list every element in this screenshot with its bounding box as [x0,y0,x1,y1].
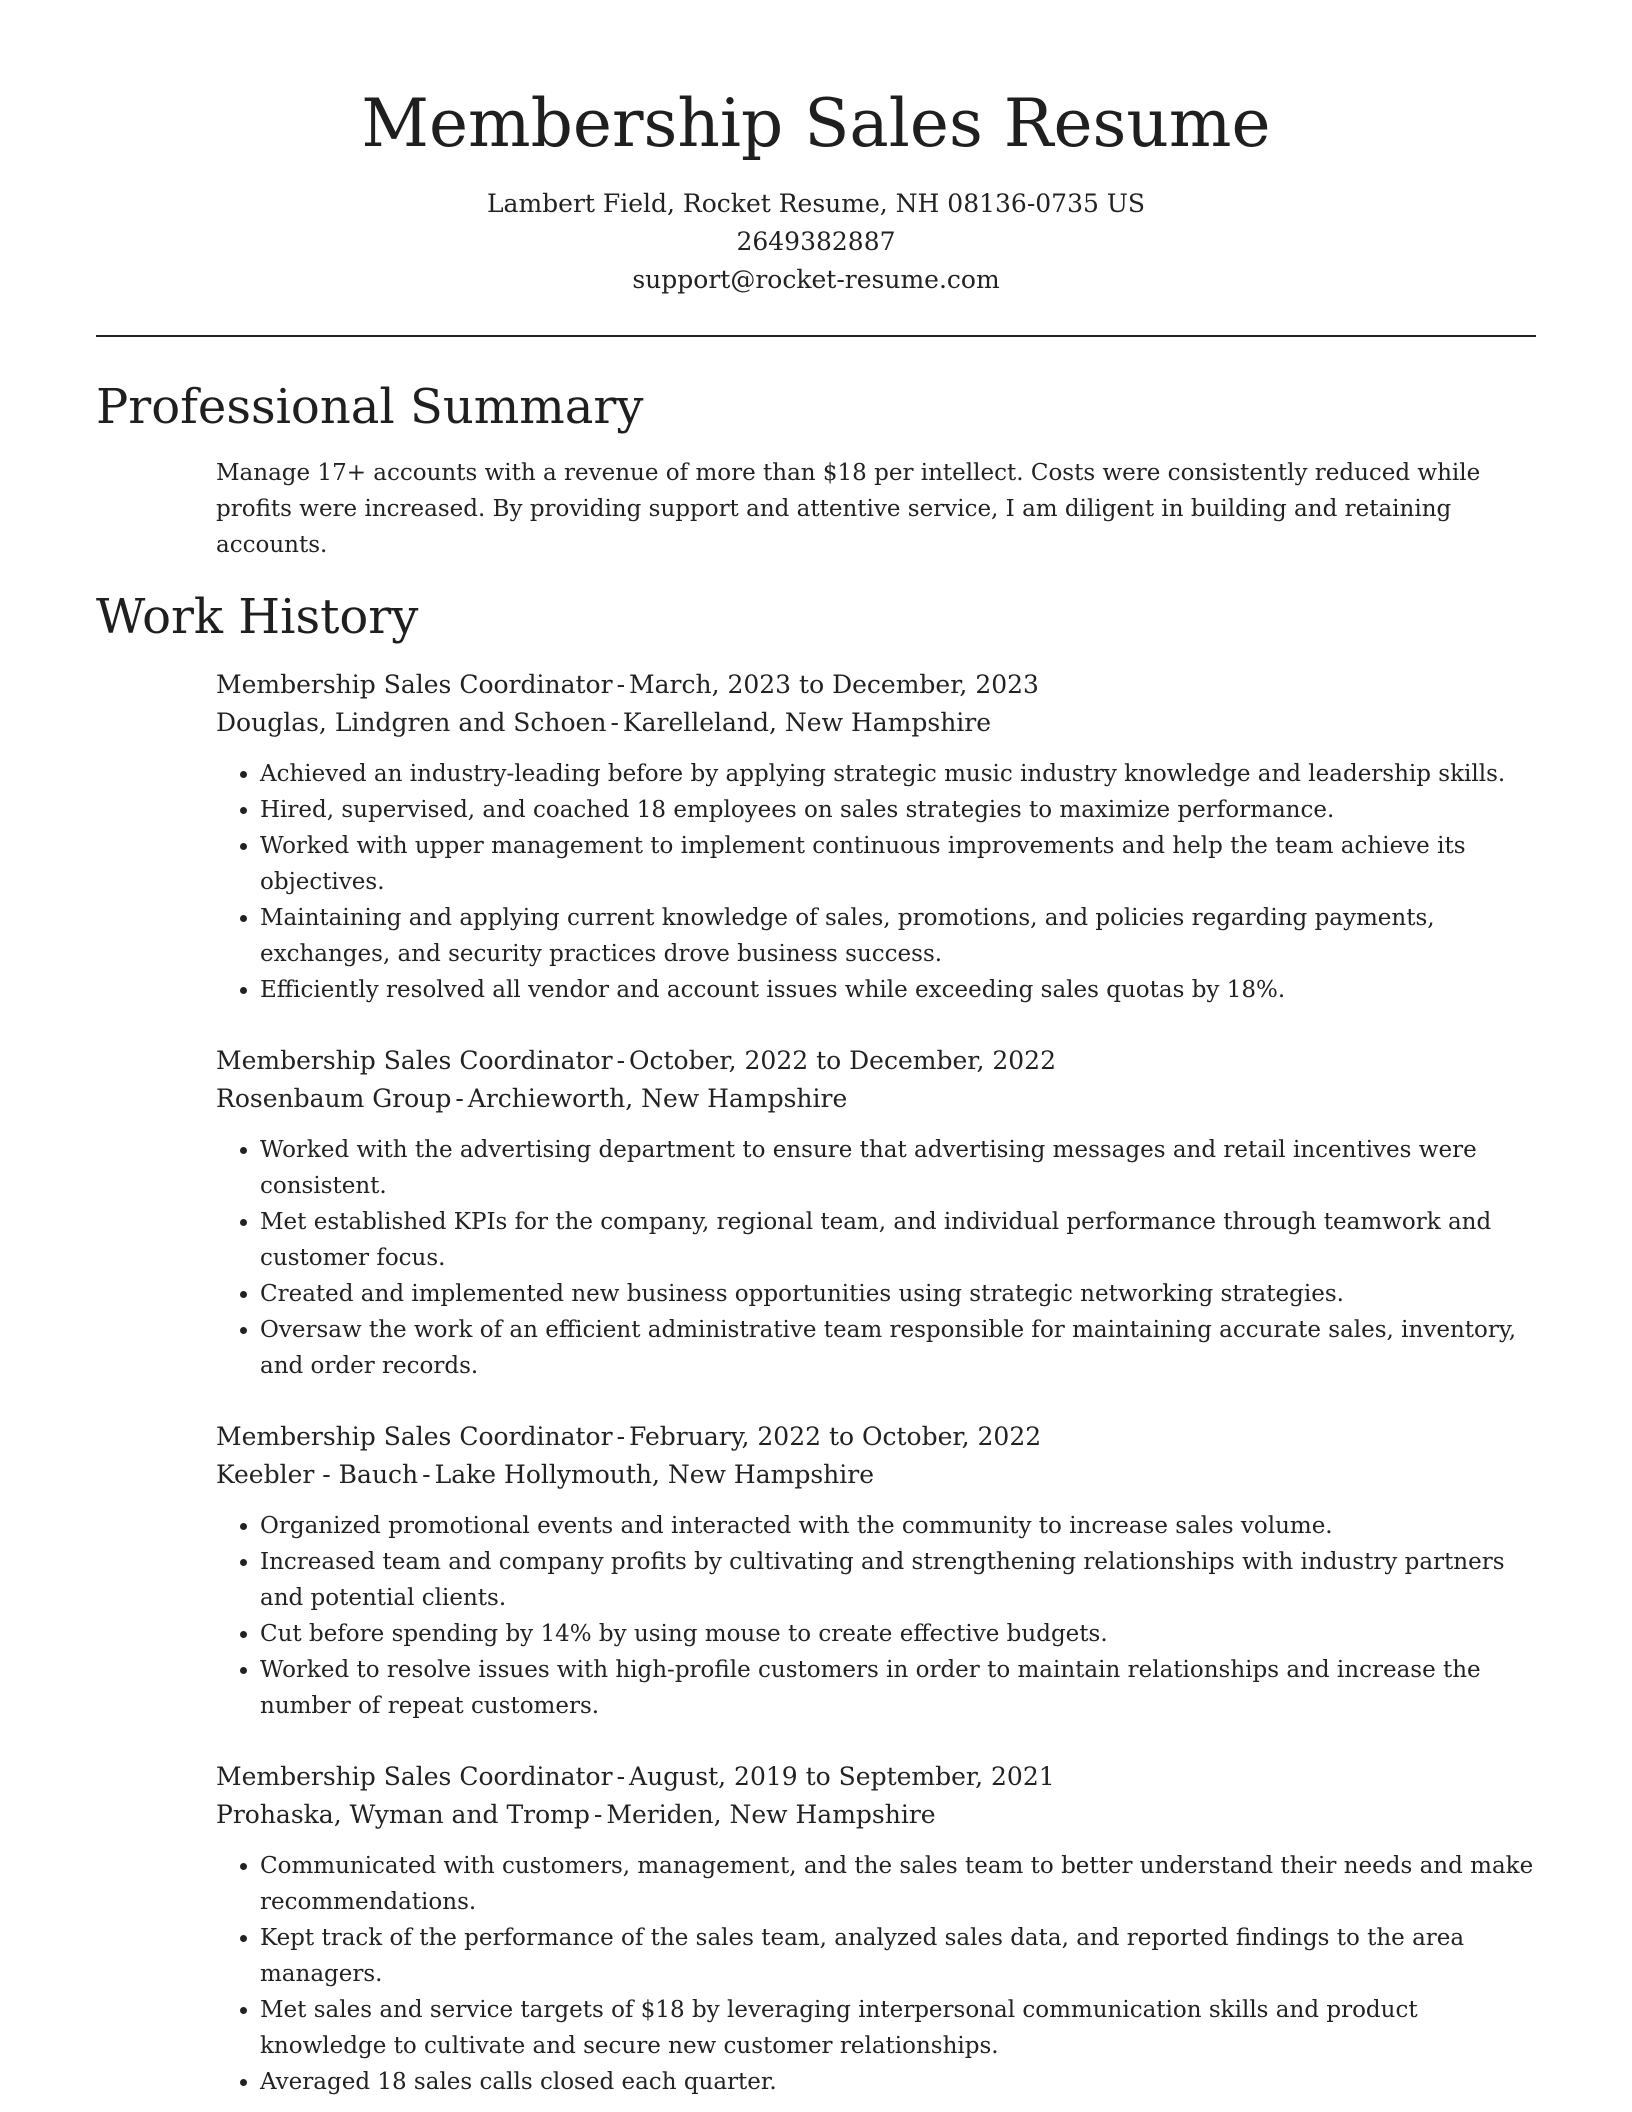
job-dates: October, 2022 to December, 2022 [629,1046,1056,1076]
job-role-line: Membership Sales Coordinator - August, 2019 to September, 2021 [216,1762,1055,1792]
job-role: Membership Sales Coordinator [216,1762,613,1792]
job-company: Rosenbaum Group [216,1084,452,1114]
job-bullet: • Organized promotional events and interacted with the community to increase sales volume. [260,1508,1536,1544]
job-bullet: • Oversaw the work of an efficient administrative team responsible for maintaining accurate sales, inventory, and order records. [260,1312,1536,1384]
job-bullet-list [216,1508,1536,1724]
job-bullet-list [216,1132,1536,1384]
job-bullet: • Efficiently resolved all vendor and account issues while exceeding sales quotas by 18%. [260,972,1536,1008]
job-dates: August, 2019 to September, 2021 [629,1762,1055,1792]
job-role: Membership Sales Coordinator [216,670,613,700]
job-company: Keebler - Bauch [216,1460,419,1490]
job-role-line: Membership Sales Coordinator - March, 2023 to December, 2023 [216,670,1039,700]
resume-page [96,0,1536,2112]
job-bullet: • Achieved an industry-leading before by applying strategic music industry knowledge and leadership skills. [260,756,1536,792]
job-bullet: • Hired, supervised, and coached 18 employees on sales strategies to maximize performance. [260,792,1536,828]
summary-heading: Professional Summary [96,379,644,436]
job-dates: March, 2023 to December, 2023 [629,670,1039,700]
job-company: Douglas, Lindgren and Schoen [216,708,607,738]
resume-title: Membership Sales Resume [361,85,1271,162]
job-entry [216,1758,1536,2100]
job-location: Karelleland, New Hampshire [622,708,992,738]
job-bullet: • Maintaining and applying current knowledge of sales, promotions, and policies regarding payments, exchanges, and security practices drove business success. [260,900,1536,972]
contact-phone: 2649382887 [736,227,896,257]
job-location: Lake Hollymouth, New Hampshire [434,1460,874,1490]
job-bullet: • Kept track of the performance of the sales team, analyzed sales data, and reported findings to the area managers. [260,1920,1536,1992]
contact-email: support@rocket-resume.com [632,265,1000,295]
job-bullet: • Created and implemented new business opportunities using strategic networking strategies. [260,1276,1536,1312]
job-bullet: • Worked to resolve issues with high-profile customers in order to maintain relationships and increase the number of repeat customers. [260,1652,1536,1724]
job-bullet: • Cut before spending by 14% by using mouse to create effective budgets. [260,1616,1536,1652]
contact-address: Lambert Field, Rocket Resume, NH 08136-0735 US [486,189,1146,219]
job-role-line: Membership Sales Coordinator - February, 2022 to October, 2022 [216,1422,1042,1452]
job-company-line: Rosenbaum Group - Archieworth, New Hampshire [216,1084,848,1114]
job-entry [216,1418,1536,1724]
job-role: Membership Sales Coordinator [216,1422,613,1452]
job-location: Archieworth, New Hampshire [467,1084,848,1114]
job-entry [216,666,1536,1008]
job-bullet: • Worked with the advertising department to ensure that advertising messages and retail incentives were consistent. [260,1132,1536,1204]
job-dates: February, 2022 to October, 2022 [629,1422,1042,1452]
job-bullet: • Increased team and company profits by cultivating and strengthening relationships with industry partners and potential clients. [260,1544,1536,1616]
job-bullet-list [216,1848,1536,2100]
resume-header [96,0,1536,299]
job-location: Meriden, New Hampshire [606,1800,936,1830]
job-bullet: • Met sales and service targets of $18 by leveraging interpersonal communication skills and product knowledge to cultivate and secure new customer relationships. [260,1992,1536,2064]
job-company: Prohaska, Wyman and Tromp [216,1800,590,1830]
header-divider [96,335,1536,337]
job-bullet: • Communicated with customers, management, and the sales team to better understand their needs and make recommendations. [260,1848,1536,1920]
job-bullet-list [216,756,1536,1008]
work-history-heading: Work History [96,588,419,645]
job-role-line: Membership Sales Coordinator - October, 2022 to December, 2022 [216,1046,1056,1076]
job-bullet: • Averaged 18 sales calls closed each quarter. [260,2064,1536,2100]
summary-text: Manage 17+ accounts with a revenue of more than $18 per intellect. Costs were consistently reduced while profits were increased. By providing support and attentive service, I am diligent in building and retaining accounts. [216,459,1481,558]
job-company-line: Keebler - Bauch - Lake Hollymouth, New Hampshire [216,1460,874,1490]
job-company-line: Prohaska, Wyman and Tromp - Meriden, New Hampshire [216,1800,936,1830]
job-bullet: • Met established KPIs for the company, regional team, and individual performance through teamwork and customer focus. [260,1204,1536,1276]
job-company-line: Douglas, Lindgren and Schoen - Karelleland, New Hampshire [216,708,992,738]
job-entry [216,1042,1536,1384]
job-bullet: • Worked with upper management to implement continuous improvements and help the team achieve its objectives. [260,828,1536,900]
job-role: Membership Sales Coordinator [216,1046,613,1076]
